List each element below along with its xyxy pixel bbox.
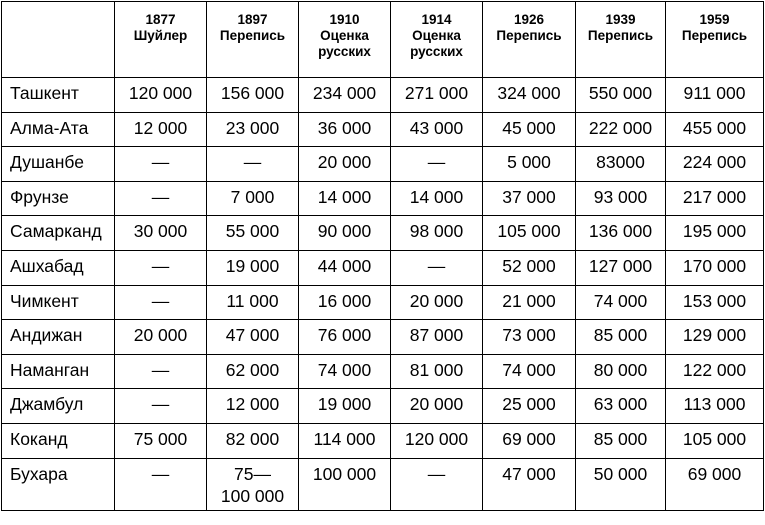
population-cell: 20 000 (299, 147, 391, 182)
population-cell: 911 000 (666, 78, 764, 113)
city-name-cell: Андижан (2, 320, 115, 355)
table-row (2, 389, 764, 424)
population-cell: 234 000 (299, 78, 391, 113)
population-table (1, 1, 764, 511)
population-cell: 69 000 (483, 423, 576, 458)
table-row (2, 285, 764, 320)
column-header (115, 2, 207, 78)
population-cell: 127 000 (576, 250, 666, 285)
population-cell: 25 000 (483, 389, 576, 424)
population-cell: 93 000 (576, 181, 666, 216)
population-cell: 271 000 (391, 78, 483, 113)
population-cell: — (115, 354, 207, 389)
population-cell: 550 000 (576, 78, 666, 113)
population-cell: 74 000 (299, 354, 391, 389)
population-cell: 19 000 (207, 250, 299, 285)
population-cell: — (207, 147, 299, 182)
population-cell: 85 000 (576, 320, 666, 355)
population-cell: 7 000 (207, 181, 299, 216)
population-cell: 105 000 (666, 423, 764, 458)
population-cell: — (115, 285, 207, 320)
column-header-line-3: русских (318, 44, 371, 59)
population-cell: 14 000 (391, 181, 483, 216)
population-cell: 50 000 (576, 458, 666, 510)
column-header (483, 2, 576, 78)
population-cell: — (115, 181, 207, 216)
city-name-cell: Коканд (2, 423, 115, 458)
column-header (391, 2, 483, 78)
population-cell: 153 000 (666, 285, 764, 320)
population-cell: — (115, 250, 207, 285)
population-cell: 62 000 (207, 354, 299, 389)
city-name-cell: Бухара (2, 458, 115, 510)
population-cell: 224 000 (666, 147, 764, 182)
population-cell: 76 000 (299, 320, 391, 355)
population-cell: 23 000 (207, 112, 299, 147)
population-value-line-1: 75— (234, 463, 271, 484)
population-cell: — (115, 389, 207, 424)
table-row (2, 458, 764, 510)
population-cell: 120 000 (391, 423, 483, 458)
population-cell: 136 000 (576, 216, 666, 251)
population-cell: 195 000 (666, 216, 764, 251)
population-cell: 83000 (576, 147, 666, 182)
population-cell: 20 000 (391, 285, 483, 320)
column-header-line-2: Оценка (320, 28, 369, 43)
population-cell: 21 000 (483, 285, 576, 320)
column-header (299, 2, 391, 78)
population-cell: 82 000 (207, 423, 299, 458)
population-cell: 44 000 (299, 250, 391, 285)
population-cell: 37 000 (483, 181, 576, 216)
population-cell: 120 000 (115, 78, 207, 113)
column-header-line-2: Перепись (681, 28, 748, 43)
population-cell: 100 000 (299, 458, 391, 510)
population-cell: 80 000 (576, 354, 666, 389)
population-cell: 12 000 (207, 389, 299, 424)
population-cell: — (115, 458, 207, 510)
population-cell: 11 000 (207, 285, 299, 320)
population-cell: 114 000 (299, 423, 391, 458)
population-cell: 222 000 (576, 112, 666, 147)
population-cell: 43 000 (391, 112, 483, 147)
city-name-cell: Чимкент (2, 285, 115, 320)
population-cell: 47 000 (207, 320, 299, 355)
population-cell: 87 000 (391, 320, 483, 355)
column-header-year: 1877 (145, 12, 176, 27)
population-cell: 69 000 (666, 458, 764, 510)
column-header-year: 1959 (699, 12, 730, 27)
city-name-cell: Фрунзе (2, 181, 115, 216)
population-cell: 81 000 (391, 354, 483, 389)
population-cell: 74 000 (576, 285, 666, 320)
column-header-year: 1897 (237, 12, 268, 27)
table-row (2, 216, 764, 251)
table-row (2, 78, 764, 113)
population-cell: 16 000 (299, 285, 391, 320)
table-row (2, 423, 764, 458)
column-header-year: 1926 (513, 12, 545, 27)
column-header-line-2: Перепись (496, 28, 562, 43)
population-cell (207, 458, 299, 510)
population-cell: 36 000 (299, 112, 391, 147)
city-name-cell: Джамбул (2, 389, 115, 424)
population-cell: 85 000 (576, 423, 666, 458)
population-cell: 90 000 (299, 216, 391, 251)
population-cell: 63 000 (576, 389, 666, 424)
table-row (2, 320, 764, 355)
population-cell: 14 000 (299, 181, 391, 216)
header-row (2, 2, 764, 78)
population-cell: — (391, 250, 483, 285)
column-header (666, 2, 764, 78)
population-cell: 55 000 (207, 216, 299, 251)
column-header-line-2: Перепись (219, 28, 286, 43)
header-corner-cell (2, 2, 115, 78)
population-cell: 73 000 (483, 320, 576, 355)
table-body (2, 78, 764, 511)
table-row (2, 181, 764, 216)
population-cell: — (391, 458, 483, 510)
population-cell: — (115, 147, 207, 182)
column-header (207, 2, 299, 78)
population-cell: 5 000 (483, 147, 576, 182)
population-cell: 19 000 (299, 389, 391, 424)
column-header-year: 1910 (329, 12, 360, 27)
table-row (2, 147, 764, 182)
population-cell: 129 000 (666, 320, 764, 355)
population-cell: 324 000 (483, 78, 576, 113)
population-cell: 20 000 (115, 320, 207, 355)
column-header-line-2: Шуйлер (133, 28, 188, 43)
column-header-year: 1914 (421, 12, 452, 27)
population-cell: 52 000 (483, 250, 576, 285)
population-cell: 47 000 (483, 458, 576, 510)
population-cell: 98 000 (391, 216, 483, 251)
population-cell: 113 000 (666, 389, 764, 424)
city-name-cell: Ашхабад (2, 250, 115, 285)
population-cell: — (391, 147, 483, 182)
table-row (2, 112, 764, 147)
column-header-line-2: Перепись (587, 28, 654, 43)
population-cell: 12 000 (115, 112, 207, 147)
column-header (576, 2, 666, 78)
city-name-cell: Душанбе (2, 147, 115, 182)
table-row (2, 354, 764, 389)
population-value-line-2: 100 000 (220, 485, 285, 506)
column-header-year: 1939 (605, 12, 636, 27)
population-cell: 20 000 (391, 389, 483, 424)
column-header-line-3: русских (410, 44, 463, 59)
population-cell: 75 000 (115, 423, 207, 458)
population-cell: 217 000 (666, 181, 764, 216)
table-row (2, 250, 764, 285)
column-header-line-2: Оценка (412, 28, 461, 43)
population-cell: 45 000 (483, 112, 576, 147)
city-name-cell: Ташкент (2, 78, 115, 113)
city-name-cell: Самарканд (2, 216, 115, 251)
population-cell: 105 000 (483, 216, 576, 251)
population-cell: 170 000 (666, 250, 764, 285)
population-cell: 30 000 (115, 216, 207, 251)
city-name-cell: Наманган (2, 354, 115, 389)
population-cell: 122 000 (666, 354, 764, 389)
population-cell: 455 000 (666, 112, 764, 147)
population-cell: 74 000 (483, 354, 576, 389)
city-name-cell: Алма-Ата (2, 112, 115, 147)
population-cell: 156 000 (207, 78, 299, 113)
